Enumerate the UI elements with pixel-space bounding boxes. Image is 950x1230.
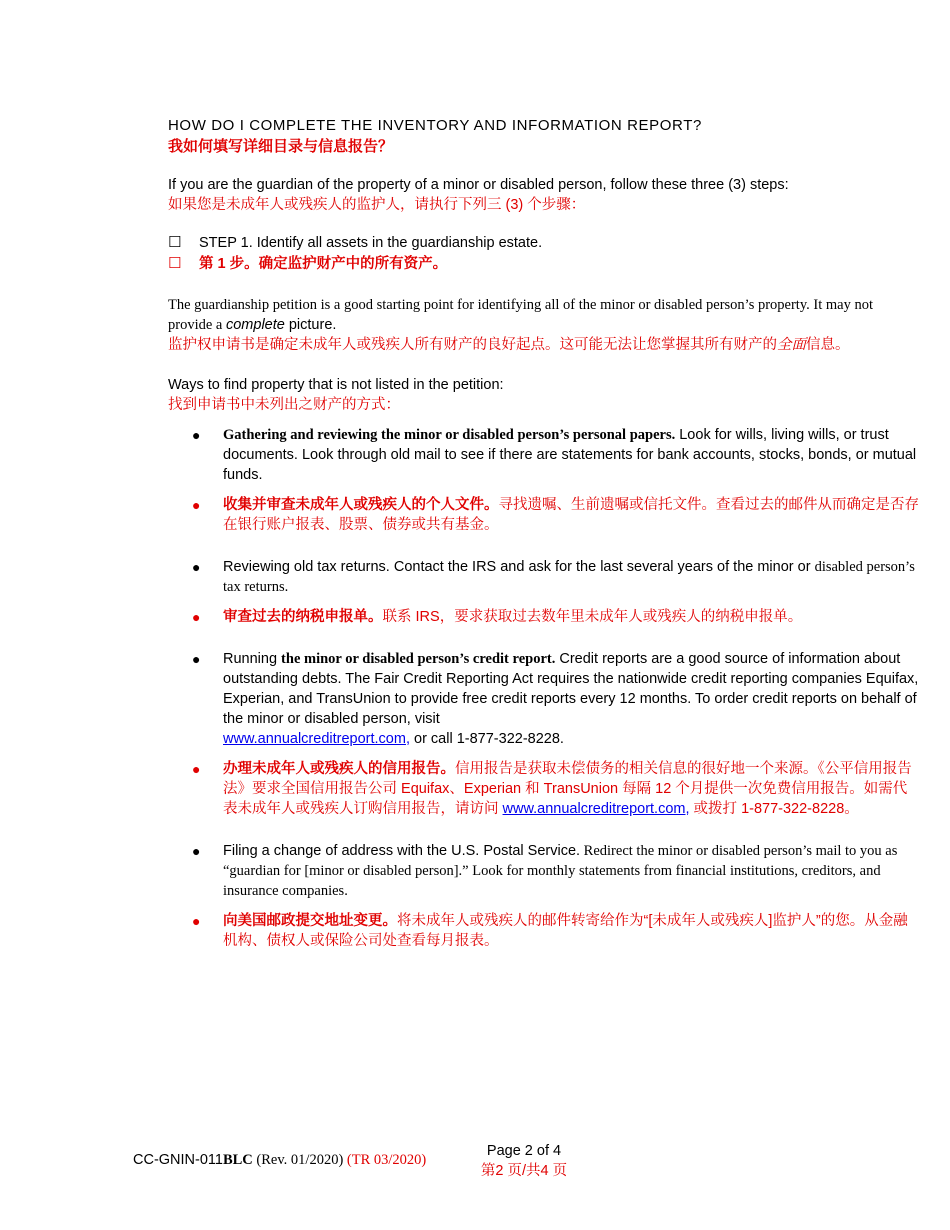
document-page — [168, 116, 920, 951]
ways-text-zh: 找到申请书中未列出之财产的方式： — [168, 396, 400, 413]
bullet-dot-icon: ● — [192, 650, 201, 667]
petition-zh-emphasis: 全面 — [777, 336, 806, 353]
ways-list — [192, 425, 920, 951]
postal-title-zh: 向美国邮政提交地址变更。 — [223, 912, 397, 929]
postal-text: Redirect the minor or disabled person’s mail to you as “guardian for [minor or disabled person].” Look for monthly statements from financial institutions, creditors, and insurance companies. — [223, 842, 898, 899]
papers-text-zh: 寻找遗嘱、生前遗嘱或信托文件。查看过去的邮件从而确定是否存在银行账户报表、股票、债券或共有基金。 — [223, 496, 919, 533]
checkbox-icon[interactable]: ☐ — [168, 234, 182, 252]
form-prefix: CC-GNIN-011 — [133, 1152, 223, 1168]
intro-text: If you are the guardian of the property of a minor or disabled person, follow these three (3) steps: — [168, 177, 789, 194]
bullet-dot-icon: ● — [192, 608, 201, 625]
checkbox-icon[interactable]: ☐ — [168, 255, 182, 273]
petition-zh-1: 监护权申请书是确定未成年人或残疾人所有财产的良好起点。这可能无法让您掌握其所有财产的 — [168, 336, 777, 353]
form-revision: (Rev. 01/2020) — [252, 1152, 347, 1168]
bullet-dot-icon: ● — [192, 760, 201, 777]
credit-title: the minor or disabled person’s credit report. — [281, 650, 556, 667]
section-heading: HOW DO I COMPLETE THE INVENTORY AND INFORMATION REPORT? — [168, 117, 702, 134]
list-item — [192, 607, 920, 627]
petition-paragraph — [168, 295, 920, 335]
section-heading-zh: 我如何填写详细目录与信息报告？ — [168, 137, 394, 155]
papers-text: Look for wills, living wills, or trust documents. Look through old mail to see if there are statements for bank accounts, stocks, bonds, or mutual funds. — [223, 426, 917, 483]
tax-title-zh: 审查过去的纳税申报单。 — [223, 608, 383, 625]
petition-emphasis: complete — [225, 316, 285, 333]
bullet-dot-icon: ● — [192, 912, 201, 929]
bullet-dot-icon: ● — [192, 842, 201, 859]
page-number-en: Page 2 of 4 — [486, 1143, 562, 1159]
page-number-zh: 第2 页/共4 页 — [480, 1162, 568, 1179]
credit-tail-zh: 或拨打 1-877-322-8228。 — [689, 800, 859, 817]
annual-credit-report-link-zh[interactable]: www.annualcreditreport.com, — [502, 800, 690, 817]
step1-text: STEP 1. Identify all assets in the guardianship estate. — [199, 235, 543, 252]
bullet-dot-icon: ● — [192, 426, 201, 443]
list-item — [192, 495, 920, 535]
step1-line — [168, 233, 920, 254]
petition-zh-2: 信息。 — [806, 336, 850, 353]
form-number — [133, 1150, 426, 1170]
credit-tail: or call 1-877-322-8228. — [409, 730, 564, 747]
translation-revision: (TR 03/2020) — [346, 1152, 427, 1168]
tax-text-zh: 联系 IRS，要求获取过去数年里未成年人或残疾人的纳税申报单。 — [382, 608, 803, 625]
annual-credit-report-link[interactable]: www.annualcreditreport.com, — [223, 730, 410, 747]
step1-line-zh — [168, 254, 920, 275]
page-number — [474, 1142, 574, 1181]
bullet-dot-icon: ● — [192, 558, 201, 575]
credit-text: Credit reports are a good source of information about outstanding debts. The Fair Credit Reporting Act requires the nationwide credit reporting companies Equifax, Experian, and TransUnion to provide free credit reports every 12 months. To order credit reports on behalf of the minor or disabled person, visit — [223, 650, 919, 727]
postal-text-zh: 将未成年人或残疾人的邮件转寄给作为“[未成年人或残疾人]监护人”的您。从金融机构、债权人或保险公司处查看每月报表。 — [223, 912, 908, 949]
tax-text-1: Reviewing old tax returns. Contact the IRS and ask for the last several years of the minor or — [223, 558, 815, 575]
credit-text-zh: 信用报告是获取未偿债务的相关信息的很好地一个来源。《公平信用报告法》要求全国信用报告公司 Equifax、Experian 和 TransUnion 每隔 12 个月提供一次免费信用报告。如需代表未成年人或残疾人订购信用报告，请访问 — [223, 760, 912, 817]
petition-text-2: picture. — [284, 316, 337, 333]
credit-title-zh: 办理未成年人或残疾人的信用报告。 — [223, 760, 455, 777]
list-item — [192, 649, 920, 749]
list-item — [192, 425, 920, 485]
bullet-dot-icon: ● — [192, 496, 201, 513]
list-item — [192, 841, 920, 901]
papers-title-zh: 收集并审查未成年人或残疾人的个人文件。 — [223, 496, 499, 513]
tax-text-2: disabled person’s tax returns. — [223, 558, 915, 595]
credit-lead: Running — [223, 650, 282, 667]
papers-title: Gathering and reviewing the minor or disabled person’s personal papers. — [223, 426, 676, 443]
list-item — [192, 557, 920, 597]
petition-paragraph-zh — [168, 335, 920, 355]
list-item — [192, 911, 920, 951]
form-suffix: BLC — [222, 1152, 253, 1168]
intro-text-zh: 如果您是未成年人或残疾人的监护人，请执行下列三 (3) 个步骤： — [168, 197, 586, 214]
ways-text: Ways to find property that is not listed in the petition: — [168, 376, 504, 393]
petition-text-1: The guardianship petition is a good starting point for identifying all of the minor or disabled person’s property. It may not provide a — [168, 296, 873, 333]
list-item — [192, 759, 920, 819]
postal-title: Filing a change of address with the U.S. Postal Service. — [223, 842, 581, 859]
step1-text-zh: 第 1 步。确定监护财产中的所有资产。 — [199, 256, 448, 273]
